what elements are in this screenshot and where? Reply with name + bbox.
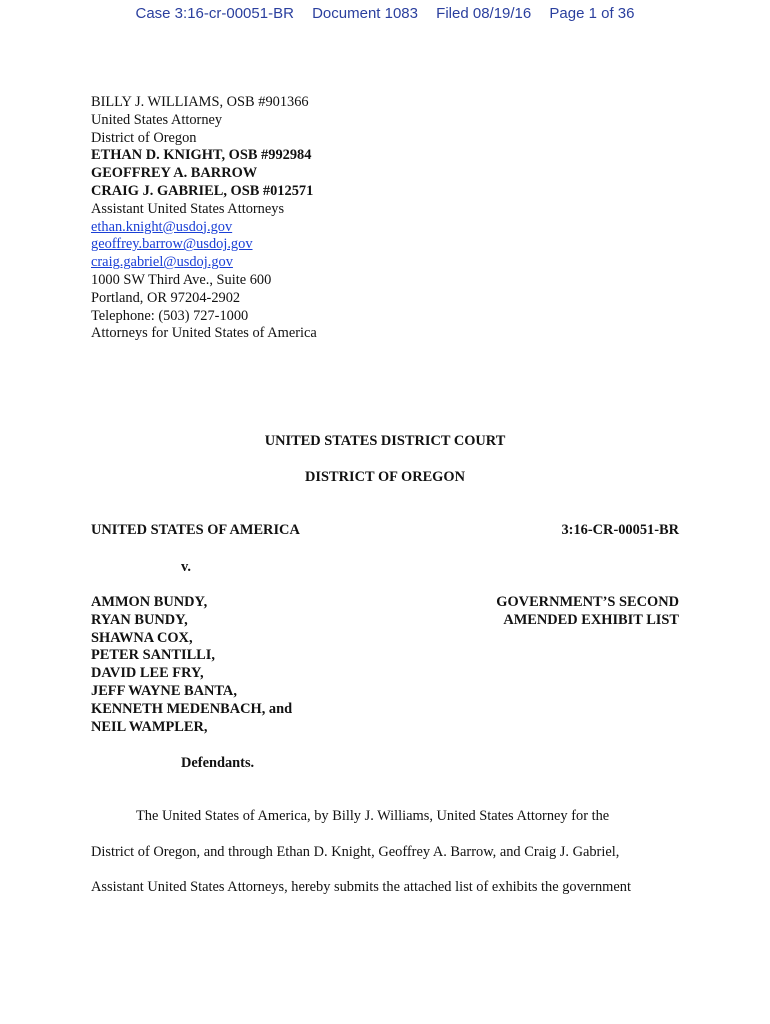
address-line-1: 1000 SW Third Ave., Suite 600 [91,271,272,288]
email-link-barrow[interactable]: geoffrey.barrow@usdoj.gov [91,236,253,253]
defendant-name: PETER SANTILLI, [91,647,215,664]
document-title [496,594,679,630]
ecf-header [0,5,770,22]
ausa-barrow: GEOFFREY A. BARROW [91,165,258,182]
telephone-line: Telephone: (503) 727-1000 [91,307,249,324]
defendant-name: NEIL WAMPLER, [91,718,208,735]
plaintiff-name: UNITED STATES OF AMERICA [91,522,300,538]
defendant-name: JEFF WAYNE BANTA, [91,682,237,699]
body-text-line-3: Assistant United States Attorneys, hereby submits the attached list of exhibits the government [91,879,631,895]
case-number-header: Case 3:16-cr-00051-BR [135,5,294,22]
page-number-header: Page 1 of 36 [549,5,635,22]
us-attorney-title: United States Attorney [91,111,223,128]
defendant-name: AMMON BUNDY, [91,594,208,610]
ausa-title: Assistant United States Attorneys [91,200,285,217]
document-title-line-1: GOVERNMENT’S SECOND [496,594,679,610]
email-link-knight[interactable]: ethan.knight@usdoj.gov [91,218,233,235]
versus-label: v. [181,559,191,575]
court-name: UNITED STATES DISTRICT COURT [264,433,506,449]
defendants-list [91,594,292,736]
body-text-line-2: District of Oregon, and through Ethan D. Knight, Geoffrey A. Barrow, and Craig J. Gabriel, [91,844,620,860]
ausa-knight: ETHAN D. KNIGHT, OSB #992984 [91,147,312,164]
us-attorney-name: BILLY J. WILLIAMS, OSB #901366 [91,94,309,110]
attorneys-for-line: Attorneys for United States of America [91,325,317,342]
case-number: 3:16-CR-00051-BR [561,522,679,538]
court-district: DISTRICT OF OREGON [305,469,465,485]
district-line: District of Oregon [91,129,197,146]
counsel-block [91,94,317,343]
defendants-label: Defendants. [181,755,255,771]
filed-date-header: Filed 08/19/16 [436,5,532,22]
ausa-gabriel: CRAIG J. GABRIEL, OSB #012571 [91,182,314,199]
document-number-header: Document 1083 [312,5,418,22]
defendant-name: RYAN BUNDY, [91,611,188,628]
email-link-gabriel[interactable]: craig.gabriel@usdoj.gov [91,254,233,271]
defendant-name: DAVID LEE FRY, [91,665,204,682]
document-title-line-2: AMENDED EXHIBIT LIST [503,611,679,628]
defendant-name: SHAWNA COX, [91,629,193,646]
address-line-2: Portland, OR 97204-2902 [91,289,241,306]
defendant-name: KENNETH MEDENBACH, and [91,700,293,717]
body-text-line-1: The United States of America, by Billy J. Williams, United States Attorney for the [136,808,610,824]
